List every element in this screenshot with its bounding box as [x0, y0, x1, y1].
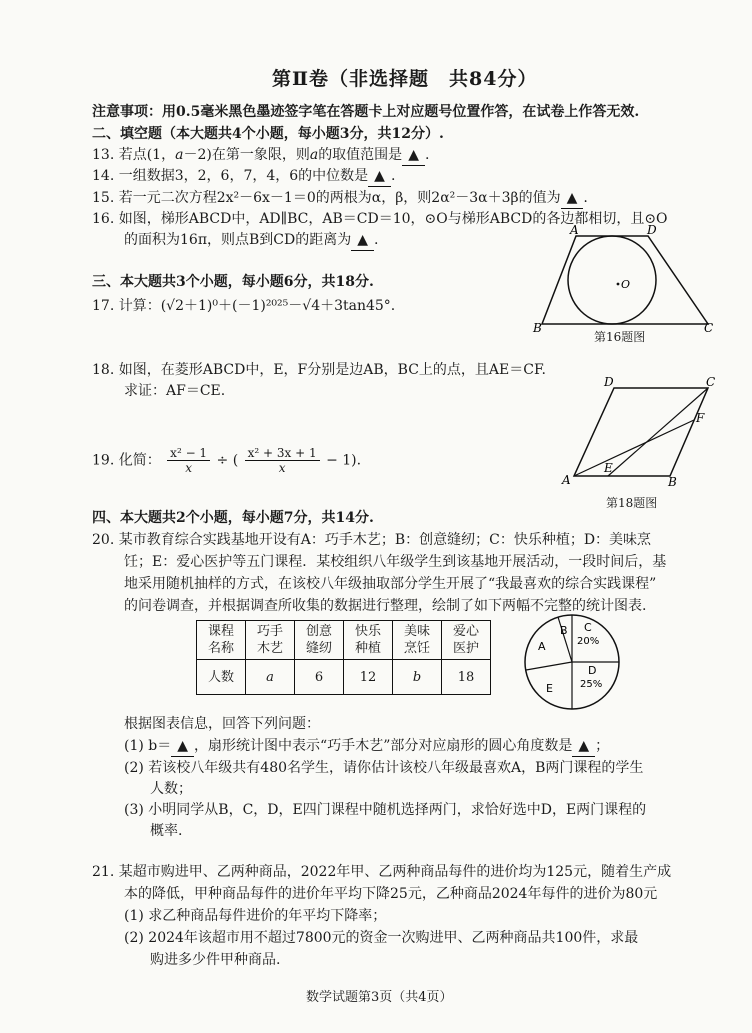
q20-s1-blank-angle: ▲: [572, 736, 595, 757]
notice: 注意事项：用0.5毫米黑色墨迹签字笔在答题卡上对应题号位置作答，在试卷上作答无效.: [92, 104, 640, 120]
q14-number: 14.: [92, 168, 115, 184]
question-13: 13. 若点(1，a－2)在第一象限，则a的取值范围是 ▲ .: [92, 145, 429, 166]
q21-sub2: (2) 2024年该超市用不超过7800元的资金一次购进甲、乙两种商品共100件，求最: [124, 930, 639, 946]
question-18: [92, 360, 546, 380]
table-cell: 18: [442, 660, 491, 695]
fig16-label-a: A: [570, 223, 579, 237]
figure-18-rhombus: [558, 374, 728, 494]
figure-16-caption: 第16题图: [594, 330, 646, 344]
pie-label-a: A: [538, 640, 546, 653]
table-header-cell: 巧手 木艺: [246, 621, 295, 660]
q13-text-c: 的取值范围是: [318, 147, 403, 163]
q20-line3: 地采用随机抽样的方式，在该校八年级抽取部分学生开展了“我最喜欢的综合实践课程”: [124, 576, 657, 592]
q13-var: a: [175, 147, 184, 163]
q21-number: 21.: [92, 864, 115, 880]
table-header-cell: 创意 缝纫: [295, 621, 344, 660]
q19-fraction-1: [167, 446, 210, 475]
q19-frac2-denominator: x: [278, 461, 286, 475]
q20-s1-blank-b: ▲: [171, 736, 194, 757]
table-cell: 12: [344, 660, 393, 695]
q21-line1: 某超市购进甲、乙两种商品，2022年甲、乙两种商品每件的进价均为125元，随着生产成: [118, 864, 672, 880]
question-17: [92, 296, 395, 316]
q16-answer-blank: ▲: [351, 230, 374, 251]
q15-text: 若一元二次方程2x²－6x－1＝0的两根为α，β，则2α²－3α＋3β的值为: [118, 190, 561, 206]
table-header-cell: 快乐 种植: [344, 621, 393, 660]
q16-number: 16.: [92, 211, 115, 227]
pie-label-c: C: [584, 621, 592, 634]
fig18-label-d: D: [604, 375, 614, 389]
q20-sub2: (2) 若该校八年级共有480名学生，请你估计该校八年级最喜欢A，B两门课程的学生: [124, 760, 644, 776]
q20-sub1: [124, 736, 609, 757]
fig16-label-b: B: [533, 321, 542, 335]
q18-line1: 如图，在菱形ABCD中，E，F分别是边AB，BC上的点，且AE＝CF.: [118, 362, 546, 378]
question-15: 15. 若一元二次方程2x²－6x－1＝0的两根为α，β，则2α²－3α＋3β的值为 ▲ .: [92, 188, 588, 209]
q20-s1-pre: (1) b＝: [124, 738, 172, 754]
q15-number: 15.: [92, 190, 115, 206]
q19-divide: ÷ (: [216, 452, 239, 469]
q19-suffix: − 1).: [326, 452, 362, 469]
section-2-heading: 二、填空题（本大题共4个小题，每小题3分，共12分）.: [92, 126, 444, 142]
q21-line2: 本的降低，甲种商品每件的进价年平均下降25元，乙种商品2024年每件的进价为80元: [124, 886, 658, 902]
pie-label-d-percent: 25%: [580, 679, 603, 690]
q21-sub1: (1) 求乙种商品每件进价的年平均下降率；: [124, 908, 387, 924]
q19-frac2-numerator: x² + 3x + 1: [245, 446, 320, 461]
fig18-label-f: F: [696, 411, 705, 425]
table-cell: a: [246, 660, 295, 695]
section-4-heading: 四、本大题共2个小题，每小题7分，共14分.: [92, 510, 374, 526]
q20-statistics-table: [196, 620, 491, 695]
q19-frac1-numerator: x² − 1: [167, 446, 210, 461]
fig16-label-o: O: [621, 278, 631, 291]
q20-number: 20.: [92, 532, 115, 548]
table-cell: 6: [295, 660, 344, 695]
q20-line2: 饪；E：爱心医护等五门课程．某校组织八年级学生到该基地开展活动，一段时间后，基: [124, 554, 667, 570]
q20-pie-chart: [522, 612, 622, 712]
table-header-cell: 爱心 医护: [442, 621, 491, 660]
pie-label-c-percent: 20%: [577, 636, 600, 647]
question-21: [92, 862, 671, 882]
question-14: 14. 一组数据3，2，6，7，4，6的中位数是 ▲ .: [92, 166, 395, 187]
q13-text-a: 若点(1，: [118, 147, 176, 163]
table-header-cell: 课程 名称: [197, 621, 246, 660]
pie-label-e: E: [546, 682, 553, 695]
figure-18-caption: 第18题图: [606, 496, 658, 510]
q20-s1-mid: ，扇形统计图中表示“巧手木艺”部分对应扇形的圆心角度数是: [194, 738, 573, 754]
question-16-cont: 的面积为16π，则点B到CD的距离为 ▲ .: [124, 230, 378, 251]
q19-fraction-2: [245, 446, 320, 475]
q18-number: 18.: [92, 362, 115, 378]
q19-frac1-denominator: x: [185, 461, 193, 475]
q13-var2: a: [309, 147, 319, 163]
q19-prefix: 化简：: [118, 452, 161, 469]
question-19: [92, 446, 361, 475]
table-header-cell: 美味 烹饪: [393, 621, 442, 660]
table-header-row: [197, 621, 491, 660]
pie-label-d: D: [588, 664, 597, 677]
q13-answer-blank: ▲: [402, 145, 425, 166]
q20-line4: 的问卷调查，并根据调查所收集的数据进行整理，绘制了如下两幅不完整的统计图表.: [124, 598, 647, 614]
q17-text: 计算：(√2＋1)⁰＋(－1)²⁰²⁵－√4＋3tan45°.: [118, 298, 396, 314]
table-row: [197, 660, 491, 695]
table-cell: 人数: [197, 660, 246, 695]
page-title: 第Ⅱ卷（非选择题 共84分）: [272, 68, 538, 90]
question-20: [92, 530, 651, 550]
q17-number: 17.: [92, 298, 115, 314]
section-3-heading: 三、本大题共3个小题，每小题6分，共18分.: [92, 274, 374, 290]
q14-text: 一组数据3，2，6，7，4，6的中位数是: [118, 168, 369, 184]
q20-line1: 某市教育综合实践基地开设有A：巧手木艺；B：创意缝纫；C：快乐种植；D：美味烹: [118, 532, 652, 548]
q13-number: 13.: [92, 147, 115, 163]
q16-line1: 如图，梯形ABCD中，AD∥BC，AB＝CD＝10，⊙O与梯形ABCD的各边都相切，且⊙O: [118, 211, 668, 227]
pie-label-b: B: [560, 624, 568, 637]
q13-text-b: －2)在第一象限，则: [183, 147, 310, 163]
question-18-proof: 求证：AF＝CE.: [124, 383, 226, 399]
fig18-label-b: B: [668, 475, 677, 489]
fig16-label-c: C: [704, 321, 714, 335]
q20-s1-post: ；: [595, 738, 610, 754]
q20-sub2-cont: 人数；: [150, 781, 192, 797]
fig18-label-e: E: [604, 461, 613, 475]
q20-sub3: (3) 小明同学从B，C，D，E四门课程中随机选择两门，求恰好选中D，E两门课程的: [124, 802, 647, 818]
fig18-label-c: C: [706, 375, 716, 389]
fig18-label-a: A: [562, 473, 571, 487]
page-footer: 数学试题第3页（共4页）: [306, 990, 453, 1005]
q21-sub2-cont: 购进多少件甲种商品.: [150, 952, 281, 968]
fig16-label-d: D: [647, 223, 657, 237]
q20-sub3-cont: 概率.: [150, 823, 183, 839]
q15-answer-blank: ▲: [561, 188, 584, 209]
table-cell: b: [393, 660, 442, 695]
q20-intro: 根据图表信息，回答下列问题：: [124, 716, 320, 732]
q16-line2: 的面积为16π，则点B到CD的距离为: [124, 232, 352, 248]
q19-number: 19.: [92, 452, 115, 469]
q14-answer-blank: ▲: [368, 166, 391, 187]
